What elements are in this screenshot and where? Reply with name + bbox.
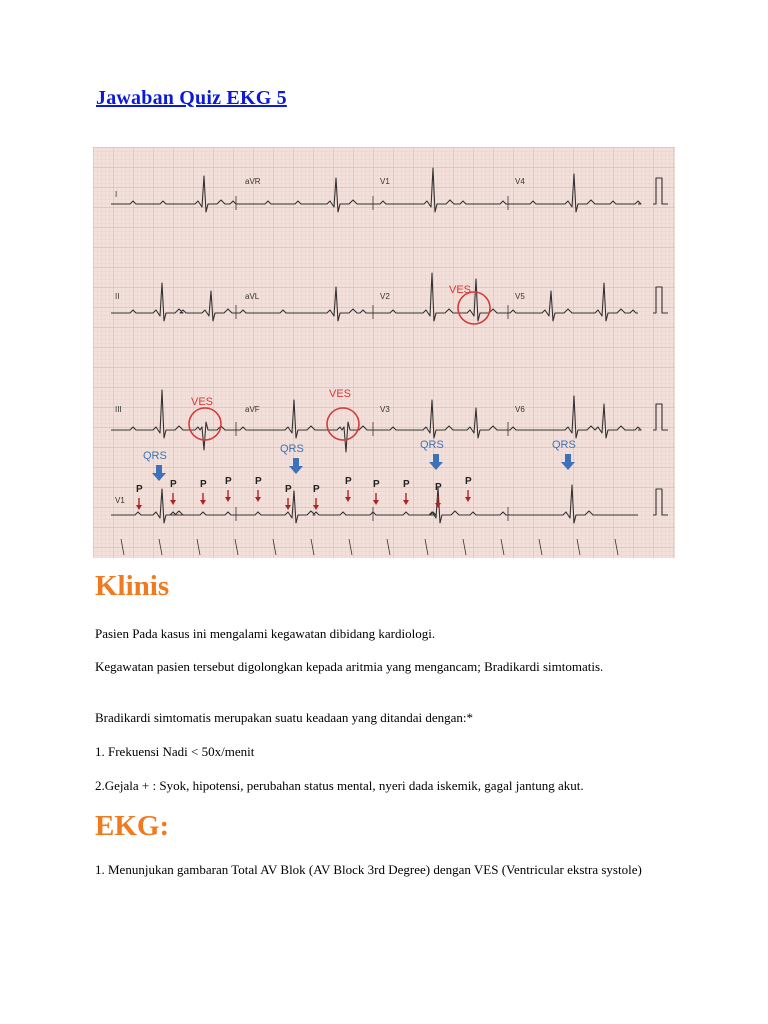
lead-label: aVF [245,405,260,414]
lead-label: V4 [515,177,525,186]
ecg-strip-image [93,147,675,558]
lead-label: aVR [245,177,261,186]
p-label: P [345,476,352,487]
p-label: P [170,479,177,490]
ekg-paragraph-1: 1. Menunjukan gambaran Total AV Blok (AV Block 3rd Degree) dengan VES (Ventricular ekstra systole) [95,862,642,877]
qrs-label: QRS [552,439,576,451]
klinis-heading: Klinis [95,570,170,602]
p-label: P [373,479,380,490]
qrs-label: QRS [420,439,444,451]
p-label: P [255,476,262,487]
qrs-label: QRS [143,450,167,462]
lead-label: III [115,405,122,414]
lead-label: V5 [515,292,525,301]
lead-label: V1 [380,177,390,186]
p-label: P [285,484,292,495]
klinis-list-item-1: 1. Frekuensi Nadi < 50x/menit [95,744,255,759]
lead-label: V2 [380,292,390,301]
lead-label: V1 [115,496,125,505]
p-label: P [435,482,442,493]
klinis-list-item-2: 2.Gejala + : Syok, hipotensi, perubahan status mental, nyeri dada iskemik, gagal jantung akut. [95,778,584,793]
p-label: P [313,484,320,495]
klinis-paragraph-2: Kegawatan pasien tersebut digolongkan kepada aritmia yang mengancam; Bradikardi simtomatis. [95,659,604,674]
ves-label: VES [191,396,214,408]
lead-label: V6 [515,405,525,414]
lead-label: V3 [380,405,390,414]
p-label: P [225,476,232,487]
klinis-paragraph-3: Bradikardi simtomatis merupakan suatu keadaan yang ditandai dengan:* [95,710,473,725]
p-label: P [403,479,410,490]
lead-label: aVL [245,292,260,301]
p-label: P [465,476,472,487]
lead-label: II [115,292,120,301]
ves-label: VES [449,284,472,296]
p-label: P [200,479,207,490]
page-title[interactable]: Jawaban Quiz EKG 5 [96,87,287,109]
klinis-paragraph-1: Pasien Pada kasus ini mengalami kegawatan dibidang kardiologi. [95,626,436,641]
lead-label: I [115,190,118,199]
ves-label: VES [329,388,352,400]
p-label: P [136,484,143,495]
qrs-label: QRS [280,443,304,455]
ekg-heading: EKG: [95,810,170,842]
